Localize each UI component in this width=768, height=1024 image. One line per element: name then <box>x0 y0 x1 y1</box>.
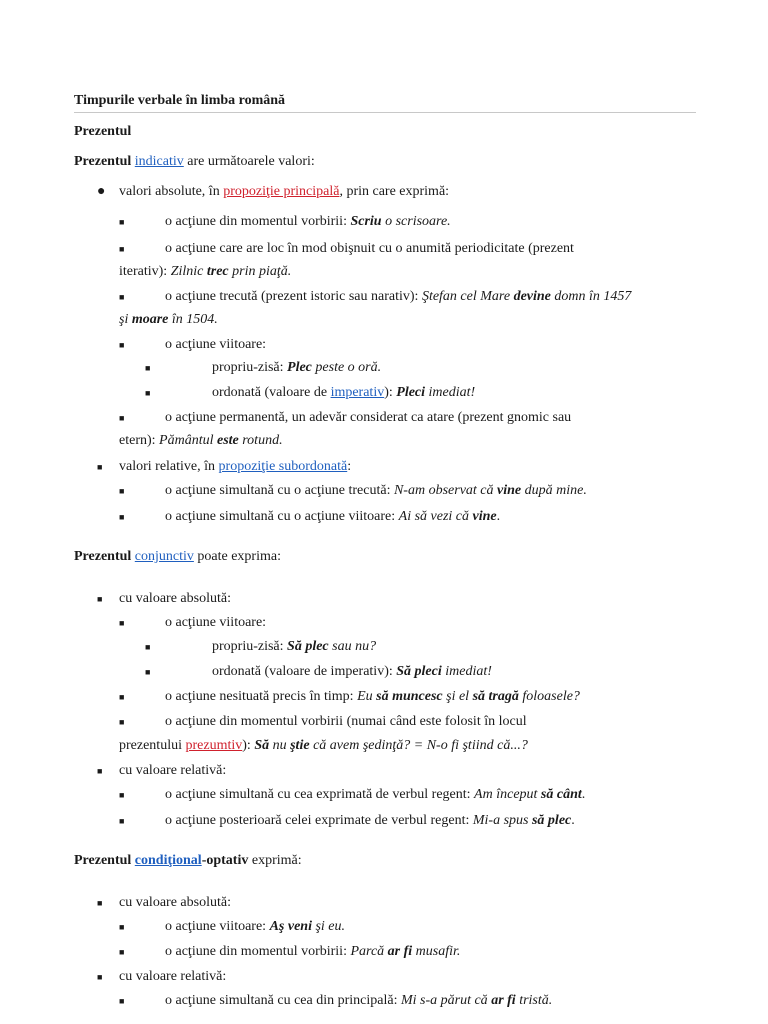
bullet-square-icon: ■ <box>119 413 125 423</box>
list-item-continuation: iterativ): Zilnic trec prin piaţă. <box>119 264 292 279</box>
section-heading: Prezentul <box>74 124 132 139</box>
list-item: o acţiune trecută (prezent istoric sau narativ): Ştefan cel Mare devine domn în 1457 <box>165 289 632 304</box>
propozitie-subordonata-link[interactable]: propoziţie subordonată <box>218 459 348 474</box>
bullet-square-icon: ■ <box>119 922 125 932</box>
bullet-square-icon: ■ <box>119 618 125 628</box>
bullet-square-icon: ■ <box>145 667 151 677</box>
bullet-square-icon: ■ <box>145 388 151 398</box>
list-item: o acţiune nesituată precis în timp: Eu să muncesc şi el să tragă foloasele? <box>165 689 580 704</box>
bullet-square-icon: ■ <box>119 292 125 302</box>
indicativ-link[interactable]: indicativ <box>134 154 184 169</box>
list-item: cu valoare relativă: <box>119 969 227 984</box>
bullet-square-icon: ■ <box>145 642 151 652</box>
bullet-square-icon: ■ <box>119 486 125 496</box>
list-item: propriu-zisă: Plec peste o oră. <box>212 360 382 375</box>
conditional-intro: Prezentul condiţional-optativ exprimă: <box>74 853 302 868</box>
propozitie-principala-link[interactable]: propoziţie principală <box>223 184 340 199</box>
list-item: cu valoare absolută: <box>119 895 231 910</box>
intro-text: are următoarele valori: <box>183 154 315 169</box>
list-item: o acţiune din momentul vorbirii (numai când este folosit în locul <box>165 714 527 729</box>
list-item: valori absolute, în propoziţie principală, prin care exprimă: <box>119 184 450 199</box>
bullet-square-icon: ■ <box>119 512 125 522</box>
bullet-square-icon: ■ <box>119 217 125 227</box>
list-item: o acţiune simultană cu o acţiune viitoare: Ai să vezi că vine. <box>165 509 501 524</box>
bullet-square-icon: ■ <box>119 816 125 826</box>
intro-bold: Prezentul <box>74 154 132 169</box>
list-item: o acţiune viitoare: Aş veni şi eu. <box>165 919 346 934</box>
list-item: ordonată (valoare de imperativ): Să pleci imediat! <box>212 664 492 679</box>
conjunctiv-intro: Prezentul conjunctiv poate exprima: <box>74 549 281 564</box>
bullet-square-icon: ■ <box>97 594 103 604</box>
list-item: o acţiune din momentul vorbirii: Scriu o scrisoare. <box>165 214 451 229</box>
imperativ-link[interactable]: imperativ <box>330 385 385 400</box>
document-title: Timpurile verbale în limba română <box>74 93 286 108</box>
list-item: o acţiune viitoare: <box>165 337 267 352</box>
conditional-link[interactable]: condiţional <box>134 853 202 868</box>
bullet-square-icon: ■ <box>119 717 125 727</box>
bullet-square-icon: ■ <box>119 947 125 957</box>
title-divider <box>74 112 696 113</box>
list-item: valori relative, în propoziţie subordonată: <box>119 459 352 474</box>
list-item-continuation: şi moare în 1504. <box>119 312 218 327</box>
bullet-square-icon: ■ <box>97 972 103 982</box>
bullet-square-icon: ■ <box>97 462 103 472</box>
bullet-square-icon: ■ <box>145 363 151 373</box>
list-item: cu valoare relativă: <box>119 763 227 778</box>
conjunctiv-link[interactable]: conjunctiv <box>134 549 194 564</box>
indicativ-intro <box>74 153 315 171</box>
bullet-icon: ● <box>97 184 106 199</box>
list-item: propriu-zisă: Să plec sau nu? <box>212 639 377 654</box>
bullet-square-icon: ■ <box>119 996 125 1006</box>
list-item: o acţiune simultană cu cea exprimată de verbul regent: Am început să cânt. <box>165 787 586 802</box>
list-item: ordonată (valoare de imperativ): Pleci imediat! <box>212 385 476 400</box>
list-item: o acţiune viitoare: <box>165 615 267 630</box>
list-item: o acţiune simultană cu cea din principală: Mi s-a părut că ar fi tristă. <box>165 993 553 1008</box>
list-item: o acţiune din momentul vorbirii: Parcă ar fi musafir. <box>165 944 461 959</box>
list-item: o acţiune posterioară celei exprimate de verbul regent: Mi-a spus să plec. <box>165 813 575 828</box>
list-item-continuation: etern): Pământul este rotund. <box>119 433 283 448</box>
list-item: o acţiune permanentă, un adevăr considerat ca atare (prezent gnomic sau <box>165 410 572 425</box>
list-item: cu valoare absolută: <box>119 591 231 606</box>
prezumtiv-link[interactable]: prezumtiv <box>185 738 243 753</box>
bullet-square-icon: ■ <box>119 340 125 350</box>
list-item: o acţiune care are loc în mod obişnuit cu o anumită periodicitate (prezent <box>165 241 574 256</box>
bullet-square-icon: ■ <box>119 790 125 800</box>
bullet-square-icon: ■ <box>119 692 125 702</box>
bullet-square-icon: ■ <box>97 898 103 908</box>
bullet-square-icon: ■ <box>97 766 103 776</box>
list-item: o acţiune simultană cu o acţiune trecută: N-am observat că vine după mine. <box>165 483 587 498</box>
list-item-continuation: prezentului prezumtiv): Să nu ştie că avem şedinţă? = N-o fi ştiind că...? <box>119 738 528 753</box>
bullet-square-icon: ■ <box>119 244 125 254</box>
